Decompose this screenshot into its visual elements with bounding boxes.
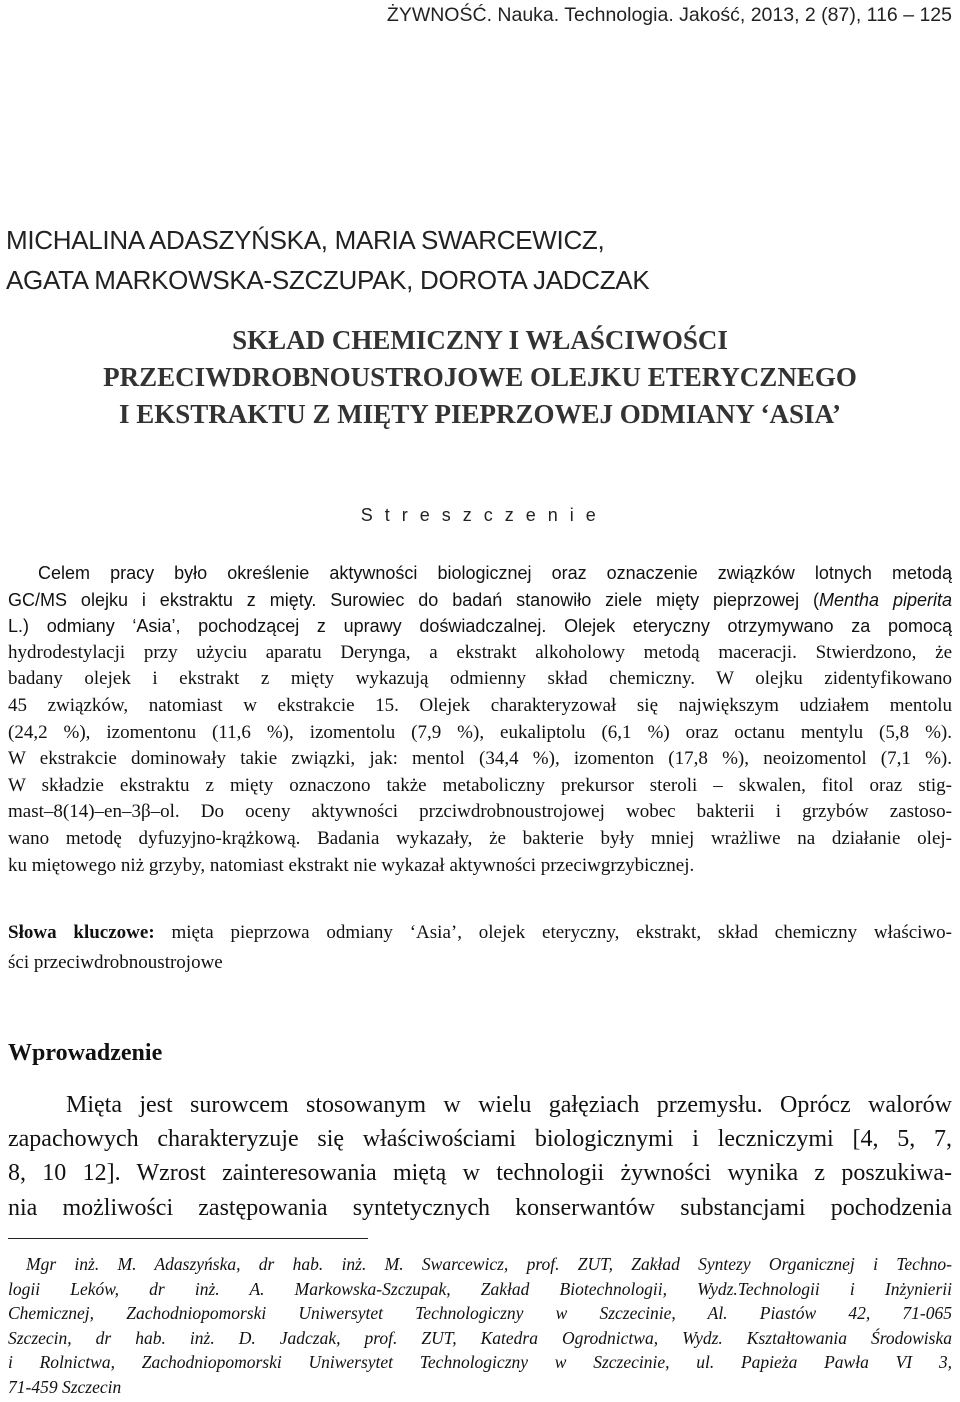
footnote-line: logii Leków, dr inż. A. Markowska-Szczupak, Zakład Biotechnologii, Wydz.Technologii i Inżynierii (8, 1278, 952, 1299)
intro-line: zapachowych charakteryzuje się właściwościami biologicznymi i leczniczymi [4, 5, 7, (8, 1126, 952, 1153)
section-heading: Wprowadzenie (8, 1040, 163, 1066)
footnote-line: Szczecin, dr hab. inż. D. Jadczak, prof. ZUT, Katedra Ogrodnictwa, Wydz. Kształtowania Środowiska (8, 1327, 952, 1348)
intro-line: 8, 10 12]. Wzrost zainteresowania miętą w technologii żywności wynika z poszukiwa- (8, 1160, 952, 1187)
footnote-line: Chemicznej, Zachodniopomorski Uniwersytet Technologiczny w Szczecinie, Al. Piastów 42, 71-065 (8, 1303, 952, 1323)
abstract-line: L.) odmiany ‘Asia’, pochodzącej z uprawy doświadczalnej. Olejek eteryczny otrzymywano za pomocą (8, 616, 952, 637)
abstract-line (8, 587, 952, 614)
footnote-line: 71-459 Szczecin (8, 1376, 122, 1397)
keywords (8, 918, 952, 978)
running-header: ŻYWNOŚĆ. Nauka. Technologia. Jakość, 2013, 2 (87), 116 – 125 (386, 4, 952, 26)
abstract-line: hydrodestylacji przy użyciu aparatu Derynga, a ekstrakt alkoholowy metodą maceracji. Stwierdzono, że (8, 641, 952, 663)
abstract-line: badany olejek i ekstrakt z mięty wykazują odmienny skład chemiczny. W olejku zidentyfikowano (8, 668, 952, 690)
footnote-line: i Rolnictwa, Zachodniopomorski Uniwersytet Technologiczny w Szczecinie, ul. Papieża Pawła VI 3, (8, 1352, 952, 1372)
introduction-body (8, 1088, 952, 1225)
abstract-body (8, 560, 952, 879)
article-title (0, 322, 960, 433)
keywords-line (8, 918, 952, 948)
abstract-line-text: GC/MS olejku i ekstraktu z mięty. Surowiec do badań stanowiło ziele mięty pieprzowej ( (8, 589, 819, 610)
abstract-line: mast–8(14)–en–3β–ol. Do oceny aktywności przciwdrobnoustrojowej wobec bakterii i grzybów zastoso- (8, 801, 952, 823)
author-line: AGATA MARKOWSKA-SZCZUPAK, DOROTA JADCZAK (6, 265, 650, 295)
abstract-line: W składzie ekstraktu z mięty oznaczono także metaboliczny prekursor steroli – skwalen, fitol oraz stig- (8, 774, 952, 796)
abstract-line: W ekstrakcie dominowały takie związki, jak: mentol (34,4 %), izomenton (17,8 %), neoizomentol (7,1 %). (8, 748, 952, 770)
title-line: PRZECIWDROBNOUSTROJOWE OLEJKU ETERYCZNEGO (103, 362, 857, 392)
footnote-rule (8, 1238, 368, 1239)
abstract-line: ku miętowego niż grzyby, natomiast ekstrakt nie wykazał aktywności przeciwgrzybicznej. (8, 854, 695, 876)
abstract-line: 45 związków, natomiast w ekstrakcie 15. Olejek charakteryzował się największym udziałem mentolu (8, 694, 952, 716)
title-line: I EKSTRAKTU Z MIĘTY PIEPRZOWEJ ODMIANY ‘ASIA’ (118, 399, 842, 429)
abstract-line: (24,2 %), izomentonu (11,6 %), izomentolu (7,9 %), eukaliptolu (6,1 %) oraz octanu mentylu (5,8 %). (8, 721, 952, 743)
author-list (6, 220, 649, 300)
intro-line: Mięta jest surowcem stosowanym w wielu gałęziach przemysłu. Oprócz walorów (66, 1092, 952, 1118)
title-line: SKŁAD CHEMICZNY I WŁAŚCIWOŚCI (232, 325, 728, 355)
abstract-line: Celem pracy było określenie aktywności biologicznej oraz oznaczenie związków lotnych metodą (38, 563, 952, 583)
keywords-text: mięta pieprzowa odmiany ‘Asia’, olejek eteryczny, ekstrakt, skład chemiczny właściwo- (154, 922, 953, 943)
author-affiliations-footnote (8, 1252, 952, 1399)
abstract-heading: S t r e s z c z e n i e (360, 505, 600, 525)
keywords-label: Słowa kluczowe: (8, 922, 155, 943)
abstract-line: wano metodę dyfuzyjno-krążkową. Badania wykazały, że bakterie były mniej wrażliwe na działanie olej- (8, 827, 952, 849)
keywords-line: ści przeciwdrobnoustrojowe (8, 952, 223, 973)
intro-line: nia możliwości zastępowania syntetycznych konserwantów substancjami pochodzenia (8, 1194, 952, 1221)
author-line: MICHALINA ADASZYŃSKA, MARIA SWARCEWICZ, (6, 225, 605, 255)
footnote-line: Mgr inż. M. Adaszyńska, dr hab. inż. M. Swarcewicz, prof. ZUT, Zakład Syntezy Organicznej i Techno- (26, 1254, 952, 1274)
species-name: Mentha piperita (819, 589, 953, 610)
